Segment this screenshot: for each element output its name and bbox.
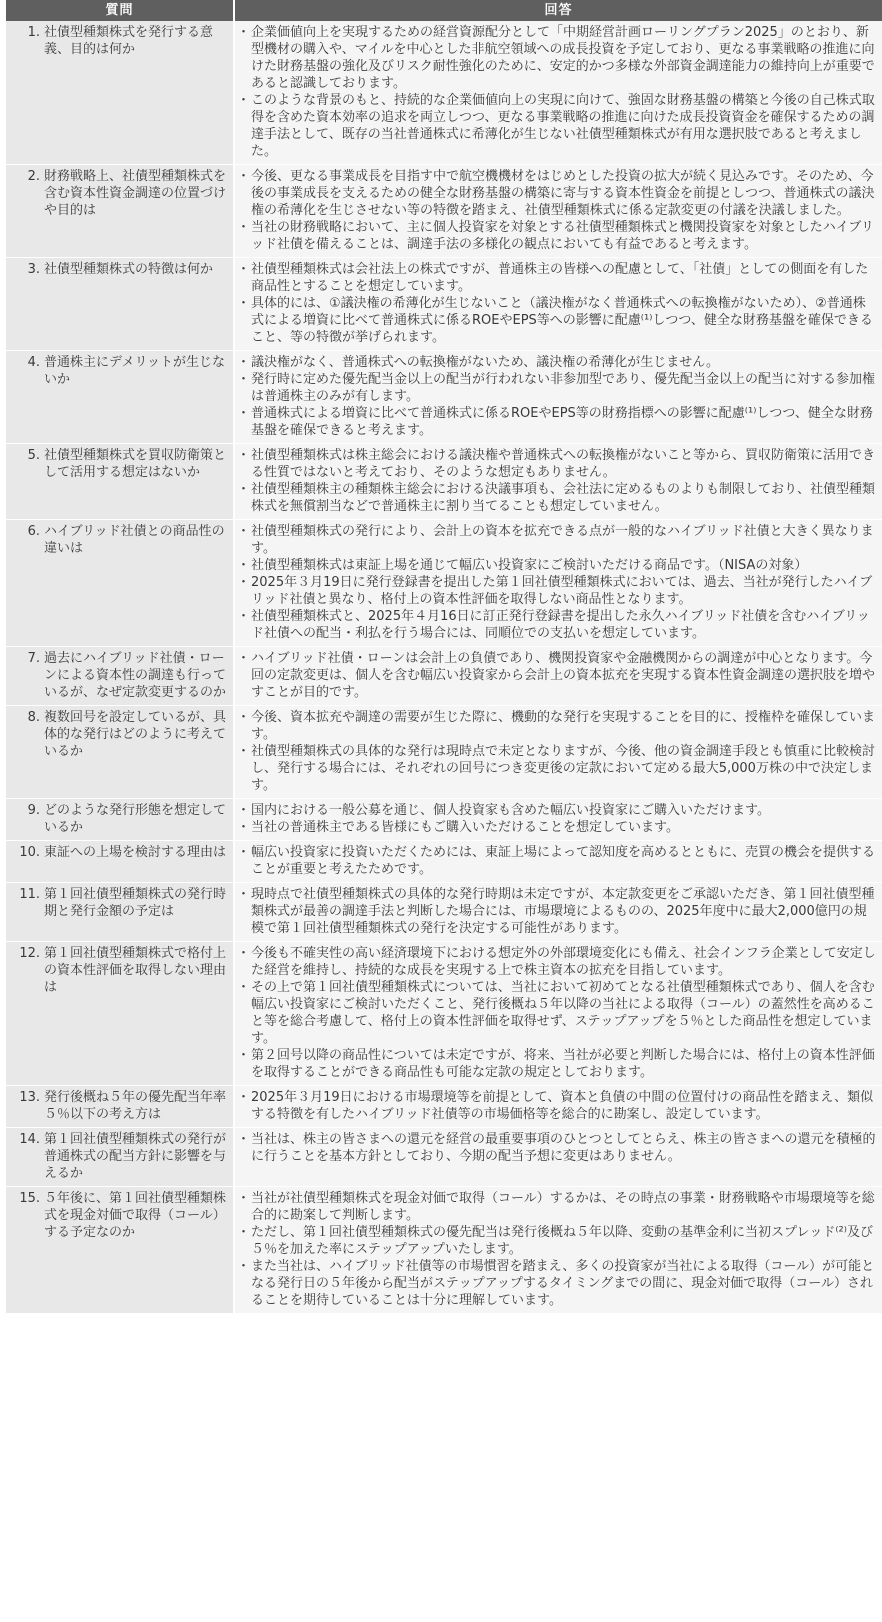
answer-item: ・ 2025年３月19日に発行登録書を提出した第１回社債型種類株式においては、過去、当社が発行したハイブリッド社債と異なり、格付上の資本性評価を取得しない商品性となります。 <box>239 574 878 608</box>
answer-item: ・ 第２回号以降の商品性については未定ですが、将来、当社が必要と判断した場合には、格付上の資本性評価を取得することができる商品性も可能な定款の規定としております。 <box>239 1047 878 1081</box>
qa-row <box>6 520 882 647</box>
answer-list <box>239 523 878 642</box>
answer-item: ・ 社債型種類株式は株主総会における議決権や普通株式への転換権がないこと等から、買収防衛策に活用できる性質ではないと考えており、そのような想定もありません。 <box>239 447 878 481</box>
qa-row <box>6 1187 882 1314</box>
question-text: 社債型種類株式の特徴は何か <box>44 262 214 277</box>
question-wrap <box>10 709 229 760</box>
question-text: どのような発行形態を想定しているか <box>44 803 227 835</box>
answer-cell <box>234 647 882 706</box>
question-wrap <box>10 1089 229 1123</box>
answer-item: ・ 社債型種類株式の発行により、会計上の資本を拡充できる点が一般的なハイブリッド社債と大きく異なります。 <box>239 523 878 557</box>
answer-list <box>239 802 878 836</box>
answer-item: ・ このような背景のもと、持続的な企業価値向上の実現に向けて、強固な財務基盤の構築と今後の自己株式取得を含めた資本効率の追求を両立しつつ、更なる事業戦略の推進に向けた成長投資資金を確保するための調達手法として、既存の当社普通株式に希薄化が生じない社債型種類株式が有用な選択肢であると考えました。 <box>239 92 878 160</box>
question-number: 13. <box>19 1090 40 1105</box>
question-text: 複数回号を設定しているが、具体的な発行はどのように考えているか <box>44 710 227 759</box>
question-number: 5. <box>27 448 40 463</box>
answer-item: ・ 国内における一般公募を通じ、個人投資家も含めた幅広い投資家にご購入いただけます。 <box>239 802 878 819</box>
answer-item: ・ ただし、第１回社債型種類株式の優先配当は発行後概ね５年以降、変動の基準金利に当初スプレッド⁽²⁾及び５％を加えた率にステップアップいたします。 <box>239 1224 878 1258</box>
question-header: 質問 <box>6 0 234 21</box>
answer-item: ・ 現時点で社債型種類株式の具体的な発行時期は未定ですが、本定款変更をご承認いただき、第１回社債型種類株式が最善の調達手法と判断した場合には、市場環境によるものの、2025年度中に最大2,000億円の規模で第１回社債型種類株式の発行を決定する可能性があります。 <box>239 886 878 937</box>
answer-item: ・ 議決権がなく、普通株式への転換権がないため、議決権の希薄化が生じません。 <box>239 354 878 371</box>
answer-list <box>239 354 878 439</box>
question-wrap <box>10 844 229 861</box>
question-cell <box>6 799 234 841</box>
answer-list <box>239 1089 878 1123</box>
question-text: 東証への上場を検討する理由は <box>44 845 227 860</box>
answer-item: ・ 当社が社債型種類株式を現金対価で取得（コール）するかは、その時点の事業・財務戦略や市場環境等を総合的に勘案して判断します。 <box>239 1190 878 1224</box>
question-cell <box>6 444 234 520</box>
answer-cell <box>234 799 882 841</box>
question-text: 発行後概ね５年の優先配当年率５％以下の考え方は <box>44 1090 227 1122</box>
answer-cell <box>234 258 882 351</box>
question-number: 9. <box>27 803 40 818</box>
question-cell <box>6 1086 234 1128</box>
question-wrap <box>10 168 229 219</box>
question-number: 1. <box>27 25 40 40</box>
answer-item: ・ 普通株式による増資に比べて普通株式に係るROEやEPS等の財務指標への影響に配慮⁽¹⁾しつつ、健全な財務基盤を確保できると考えます。 <box>239 405 878 439</box>
question-text: 第１回社債型種類株式で格付上の資本性評価を取得しない理由は <box>44 946 227 995</box>
question-text: ハイブリッド社債との商品性の違いは <box>44 524 225 556</box>
answer-item: ・ 発行時に定めた優先配当金以上の配当が行われない非参加型であり、優先配当金以上の配当に対する参加権は普通株主のみが有します。 <box>239 371 878 405</box>
question-number: 2. <box>27 169 40 184</box>
answer-list <box>239 945 878 1081</box>
qa-row <box>6 21 882 165</box>
answer-item: ・ 社債型種類株式は東証上場を通じて幅広い投資家にご検討いただける商品です。（NISAの対象） <box>239 557 878 574</box>
answer-item: ・ 当社の普通株主である皆様にもご購入いただけることを想定しています。 <box>239 819 878 836</box>
qa-row <box>6 351 882 444</box>
answer-cell <box>234 351 882 444</box>
question-cell <box>6 351 234 444</box>
answer-cell <box>234 1086 882 1128</box>
answer-list <box>239 886 878 937</box>
answer-cell <box>234 883 882 942</box>
qa-row <box>6 841 882 883</box>
answer-cell <box>234 444 882 520</box>
question-number: 4. <box>27 355 40 370</box>
answer-list <box>239 1131 878 1165</box>
answer-item: ・ 社債型種類株式の具体的な発行は現時点で未定となりますが、今後、他の資金調達手段とも慎重に比較検討し、発行する場合には、それぞれの回号につき変更後の定款において定める最大5,000万株の中で決定します。 <box>239 743 878 794</box>
answer-item: ・ 幅広い投資家に投資いただくためには、東証上場によって認知度を高めるとともに、売買の機会を提供することが重要と考えたためです。 <box>239 844 878 878</box>
answer-list <box>239 447 878 515</box>
answer-item: ・ 社債型種類株主の種類株主総会における決議事項も、会社法に定めるものよりも制限しており、社債型種類株式を無償割当などで普通株主に割り当てることも想定していません。 <box>239 481 878 515</box>
question-cell <box>6 1187 234 1314</box>
answer-list <box>239 1190 878 1309</box>
question-number: 10. <box>19 845 40 860</box>
question-cell <box>6 706 234 799</box>
question-wrap <box>10 523 229 557</box>
question-wrap <box>10 1131 229 1182</box>
question-wrap <box>10 261 229 278</box>
qa-row <box>6 444 882 520</box>
answer-header: 回答 <box>234 0 882 21</box>
answer-cell <box>234 706 882 799</box>
answer-item: ・ その上で第１回社債型種類株式については、当社において初めてとなる社債型種類株式であり、個人を含む幅広い投資家にご検討いただくこと、発行後概ね５年以降の当社による取得（コール）の蓋然性を高めること等を総合考慮して、格付上の資本性評価を取得せず、ステップアップを５％とした商品性を想定しています。 <box>239 979 878 1047</box>
question-number: 11. <box>19 887 40 902</box>
question-wrap <box>10 24 229 58</box>
answer-item: ・ 今後、資本拡充や調達の需要が生じた際に、機動的な発行を実現することを目的に、授権枠を確保しています。 <box>239 709 878 743</box>
question-cell <box>6 1128 234 1187</box>
question-number: 12. <box>19 946 40 961</box>
question-cell <box>6 942 234 1086</box>
question-wrap <box>10 945 229 996</box>
answer-cell <box>234 520 882 647</box>
answer-item: ・ 2025年３月19日における市場環境等を前提として、資本と負債の中間の位置付けの商品性を踏まえ、類似する特徴を有したハイブリッド社債等の市場価格等を総合的に勘案し、設定しています。 <box>239 1089 878 1123</box>
question-text: 財務戦略上、社債型種類株式を含む資本性資金調達の位置づけや目的は <box>44 169 227 218</box>
question-text: 社債型種類株式を買収防衛策として活用する想定はないか <box>44 448 227 480</box>
question-text: 社債型種類株式を発行する意義、目的は何か <box>44 25 214 57</box>
qa-row <box>6 706 882 799</box>
question-cell <box>6 21 234 165</box>
qa-row <box>6 799 882 841</box>
question-cell <box>6 841 234 883</box>
question-number: 3. <box>27 262 40 277</box>
question-number: 6. <box>27 524 40 539</box>
question-cell <box>6 647 234 706</box>
qa-row <box>6 258 882 351</box>
question-number: 14. <box>19 1132 40 1147</box>
qa-row <box>6 165 882 258</box>
qa-row <box>6 647 882 706</box>
answer-item: ・ 社債型種類株式は会社法上の株式ですが、普通株主の皆様への配慮として、「社債」としての側面を有した商品性とすることを想定しています。 <box>239 261 878 295</box>
answer-item: ・ 当社は、株主の皆さまへの還元を経営の最重要事項のひとつとしてとらえ、株主の皆さまへの還元を積極的に行うことを基本方針としており、今期の配当予想に変更はありません。 <box>239 1131 878 1165</box>
qa-body <box>6 21 882 1314</box>
question-wrap <box>10 886 229 920</box>
answer-cell <box>234 841 882 883</box>
answer-list <box>239 168 878 253</box>
question-cell <box>6 165 234 258</box>
answer-cell <box>234 1128 882 1187</box>
answer-cell <box>234 1187 882 1314</box>
answer-item: ・ 当社の財務戦略において、主に個人投資家を対象とする社債型種類株式と機関投資家を対象としたハイブリッド社債を備えることは、調達手法の多様化の観点においても有益であると考えます。 <box>239 219 878 253</box>
question-text: ５年後に、第１回社債型種類株式を現金対価で取得（コール）する予定なのか <box>44 1191 227 1240</box>
qa-row <box>6 942 882 1086</box>
question-text: 普通株主にデメリットが生じないか <box>44 355 225 387</box>
question-wrap <box>10 447 229 481</box>
answer-item: ・ 具体的には、①議決権の希薄化が生じないこと（議決権がなく普通株式への転換権がないため）、②普通株式による増資に比べて普通株式に係るROEやEPS等への影響に配慮⁽¹⁾しつつ、健全な財務基盤を確保できること、等の特徴が挙げられます。 <box>239 295 878 346</box>
qa-row <box>6 883 882 942</box>
question-text: 第１回社債型種類株式の発行が普通株式の配当方針に影響を与えるか <box>44 1132 227 1181</box>
answer-list <box>239 844 878 878</box>
answer-item: ・ 今後も不確実性の高い経済環境下における想定外の外部環境変化にも備え、社会インフラ企業として安定した経営を維持し、持続的な成長を実現する上で株主資本の拡充を目指しています。 <box>239 945 878 979</box>
question-text: 第１回社債型種類株式の発行時期と発行金額の予定は <box>44 887 227 919</box>
qa-table <box>6 0 882 1314</box>
answer-list <box>239 24 878 160</box>
answer-cell <box>234 942 882 1086</box>
question-cell <box>6 520 234 647</box>
question-wrap <box>10 802 229 836</box>
answer-item: ・ 社債型種類株式と、2025年４月16日に訂正発行登録書を提出した永久ハイブリッド社債を含むハイブリッド社債への配当・利払を行う場合には、同順位での支払いを想定しています。 <box>239 608 878 642</box>
answer-item: ・ また当社は、ハイブリッド社債等の市場慣習を踏まえ、多くの投資家が当社による取得（コール）が可能となる発行日の５年後から配当がステップアップするタイミングまでの間に、現金対価で取得（コール）されることを期待していることは十分に理解しています。 <box>239 1258 878 1309</box>
answer-list <box>239 709 878 794</box>
qa-row <box>6 1086 882 1128</box>
question-number: 8. <box>27 710 40 725</box>
question-wrap <box>10 650 229 701</box>
answer-cell <box>234 165 882 258</box>
question-text: 過去にハイブリッド社債・ローンによる資本性の調達も行っているが、なぜ定款変更するのか <box>44 651 227 700</box>
question-number: 7. <box>27 651 40 666</box>
question-wrap <box>10 354 229 388</box>
answer-list <box>239 261 878 346</box>
answer-item: ・ ハイブリッド社債・ローンは会計上の負債であり、機関投資家や金融機関からの調達が中心となります。今回の定款変更は、個人を含む幅広い投資家から会計上の資本拡充を実現する資本性資金調達の選択肢を増やすことが目的です。 <box>239 650 878 701</box>
question-cell <box>6 258 234 351</box>
answer-item: ・ 企業価値向上を実現するための経営資源配分として「中期経営計画ローリングプラン2025」のとおり、新型機材の購入や、マイルを中心とした非航空領域への成長投資を予定しており、更なる事業戦略の推進に向けた財務基盤の強化及びリスク耐性強化のために、安定的かつ多様な外部資金調達能力の維持向上が重要であると認識しております。 <box>239 24 878 92</box>
answer-list <box>239 650 878 701</box>
question-cell <box>6 883 234 942</box>
answer-cell <box>234 21 882 165</box>
question-number: 15. <box>19 1191 40 1206</box>
question-wrap <box>10 1190 229 1241</box>
qa-row <box>6 1128 882 1187</box>
header-row <box>6 0 882 21</box>
answer-item: ・ 今後、更なる事業成長を目指す中で航空機機材をはじめとした投資の拡大が続く見込みです。そのため、今後の事業成長を支えるための健全な財務基盤の構築に寄与する資本性資金を前提としつつ、普通株式の議決権の希薄化を生じさせない等の特徴を踏まえ、社債型種類株式に係る定款変更の付議を決議しました。 <box>239 168 878 219</box>
